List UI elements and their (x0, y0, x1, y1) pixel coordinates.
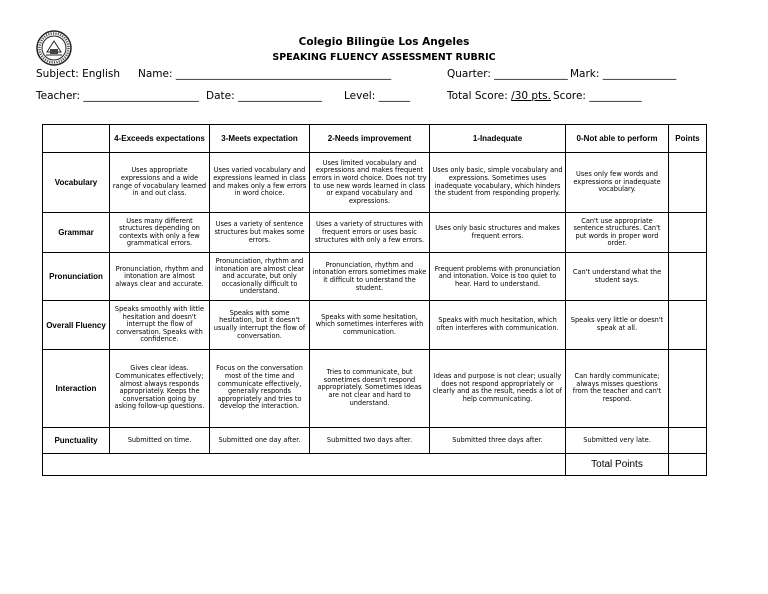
points-cell[interactable] (669, 253, 707, 301)
date-field[interactable]: Date: ________________ (206, 90, 322, 102)
rubric-cell: Pronunciation, rhythm and intonation are almost clear and accurate, but only occasionally difficult to understand. (210, 253, 310, 301)
rubric-cell: Pronunciation, rhythm and intonation errors sometimes make it difficult to understand the student. (310, 253, 430, 301)
rubric-cell: Uses only basic structures and makes frequent errors. (430, 213, 566, 253)
category-punctuality: Punctuality (43, 427, 110, 453)
rubric-cell: Gives clear ideas. Communicates effectively; almost always responds appropriately. Keeps the conversation going by asking follow-up questions. (110, 349, 210, 427)
table-row (43, 213, 707, 253)
table-row (43, 301, 707, 349)
total-score-label (447, 90, 551, 102)
category-overall-fluency: Overall Fluency (43, 301, 110, 349)
category-grammar: Grammar (43, 213, 110, 253)
teacher-field[interactable]: Teacher: ______________________ (36, 90, 199, 102)
points-cell[interactable] (669, 301, 707, 349)
category-vocabulary: Vocabulary (43, 153, 110, 213)
total-score-value: /30 pts. (511, 90, 551, 102)
header-points: Points (669, 125, 707, 153)
name-field[interactable]: Name: _________________________________________ (138, 68, 392, 80)
points-cell[interactable] (669, 213, 707, 253)
table-row (43, 153, 707, 213)
rubric-cell: Uses appropriate expressions and a wide range of vocabulary learned in and out class. (110, 153, 210, 213)
rubric-table (42, 124, 707, 476)
rubric-cell: Submitted one day after. (210, 427, 310, 453)
rubric-cell: Tries to communicate, but sometimes doesn't respond appropriately. Sometimes ideas are not clear and hard to understand. (310, 349, 430, 427)
points-cell[interactable] (669, 349, 707, 427)
score-field[interactable]: Score: __________ (553, 90, 642, 102)
total-points-label: Total Points (566, 453, 669, 475)
rubric-title: SPEAKING FLUENCY ASSESSMENT RUBRIC (272, 52, 496, 63)
points-cell[interactable] (669, 153, 707, 213)
header-meets: 3-Meets expectation (210, 125, 310, 153)
rubric-cell: Uses limited vocabulary and expressions and makes frequent errors in word choice. Does not try to use new words learned in class or expand vocabulary and expressions. (310, 153, 430, 213)
header-exceeds: 4-Exceeds expectations (110, 125, 210, 153)
table-row (43, 253, 707, 301)
rubric-cell: Speaks with much hesitation, which often interferes with communication. (430, 301, 566, 349)
header-inadequate: 1-Inadequate (430, 125, 566, 153)
rubric-cell: Submitted on time. (110, 427, 210, 453)
points-cell[interactable] (669, 427, 707, 453)
rubric-cell: Uses only basic, simple vocabulary and expressions. Sometimes uses inadequate vocabulary, which hinders the student from responding properly. (430, 153, 566, 213)
rubric-cell: Submitted two days after. (310, 427, 430, 453)
school-name: Colegio Bilingüe Los Angeles (298, 36, 470, 48)
rubric-cell: Can hardly communicate; always misses questions from the teacher and can't respond. (566, 349, 669, 427)
rubric-cell: Pronunciation, rhythm and intonation are almost always clear and accurate. (110, 253, 210, 301)
header-needs-improvement: 2-Needs improvement (310, 125, 430, 153)
rubric-cell: Uses many different structures depending on contexts with only a few grammatical errors. (110, 213, 210, 253)
category-interaction: Interaction (43, 349, 110, 427)
rubric-cell: Frequent problems with pronunciation and intonation. Voice is too quiet to hear. Hard to understand. (430, 253, 566, 301)
table-row (43, 349, 707, 427)
rubric-cell: Can't use appropriate sentence structures. Can't put words in proper word order. (566, 213, 669, 253)
rubric-cell: Uses a variety of structures with frequent errors or uses basic structures with only a few errors. (310, 213, 430, 253)
rubric-cell: Speaks with some hesitation, which sometimes interferes with communication. (310, 301, 430, 349)
rubric-cell: Submitted three days after. (430, 427, 566, 453)
header-not-able: 0-Not able to perform (566, 125, 669, 153)
total-row (43, 453, 707, 475)
total-score-text: Total Score: (447, 90, 508, 102)
header-cell-blank (43, 125, 110, 153)
quarter-field[interactable]: Quarter: ______________ (447, 68, 568, 80)
rubric-cell: Can't understand what the student says. (566, 253, 669, 301)
rubric-cell: Speaks smoothly with little hesitation and doesn't interrupt the flow of conversation. Speaks with confidence. (110, 301, 210, 349)
level-field[interactable]: Level: ______ (344, 90, 411, 102)
rubric-cell: Uses a variety of sentence structures but makes some errors. (210, 213, 310, 253)
subject-label: Subject: English (36, 68, 121, 80)
table-row (43, 427, 707, 453)
rubric-cell: Uses only few words and expressions or inadequate vocabulary. (566, 153, 669, 213)
header-row (43, 125, 707, 153)
rubric-cell: Submitted very late. (566, 427, 669, 453)
rubric-cell: Ideas and purpose is not clear; usually does not respond appropriately or clearly and as the result, needs a lot of help communicating. (430, 349, 566, 427)
rubric-cell: Uses varied vocabulary and expressions learned in class and makes only a few errors in word choice. (210, 153, 310, 213)
category-pronunciation: Pronunciation (43, 253, 110, 301)
mark-field[interactable]: Mark: ______________ (570, 68, 677, 80)
rubric-cell: Speaks with some hesitation, but it doesn't usually interrupt the flow of conversation. (210, 301, 310, 349)
total-points-cell[interactable] (669, 453, 707, 475)
total-row-blank (43, 453, 566, 475)
rubric-cell: Speaks very little or doesn't speak at all. (566, 301, 669, 349)
rubric-cell: Focus on the conversation most of the time and communicate effectively, generally responds appropriately and tries to develop the interaction. (210, 349, 310, 427)
